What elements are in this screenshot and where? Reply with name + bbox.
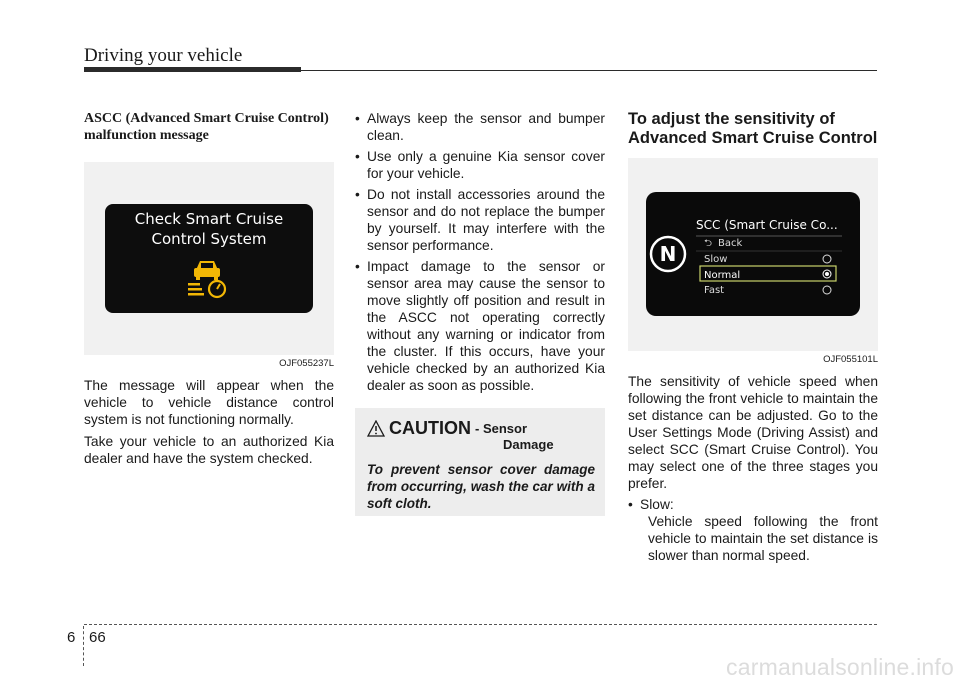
footer-separator (83, 626, 84, 666)
cluster-menu-image (628, 158, 878, 351)
page-number: 66 (89, 629, 106, 646)
malfunction-body (84, 377, 334, 467)
list-item: • Impact damage to the sensor or sensor area may cause the sensor to move slightly off position and result in the ASCC not operating correctly without any warning or indicator from the cluster. If this occurs, have your vehicle checked by an authorized Kia dealer as soon as possible. (355, 258, 605, 394)
caution-header (367, 418, 595, 453)
watermark: carmanualsonline.info (726, 654, 954, 680)
warning-triangle-icon (367, 420, 385, 437)
figure-code: OJF055101L (823, 354, 878, 365)
menu-back: Back (718, 238, 743, 249)
stage-description: Vehicle speed following the front vehicle to maintain the set distance is slower than normal speed. (648, 514, 878, 563)
sensitivity-heading-line2: Advanced Smart Cruise Control (628, 129, 878, 147)
left-column (84, 110, 334, 467)
list-item (628, 496, 878, 564)
header-bar (84, 67, 301, 72)
chapter-number: 6 (67, 629, 76, 646)
stage-label: Slow: (640, 497, 674, 512)
sensitivity-heading-line1: To adjust the sensitivity of (628, 110, 835, 128)
caution-subtitle (475, 421, 554, 453)
back-arrow-icon: ⮌ (704, 238, 713, 249)
sensitivity-body (628, 373, 878, 564)
caution-subtitle-2: Damage (503, 437, 554, 452)
paragraph: The message will appear when the vehicle to vehicle distance control system is not functioning normally. (84, 378, 334, 427)
page-header-title: Driving your vehicle (84, 45, 243, 66)
paragraph: Take your vehicle to an authorized Kia dealer and have the system checked. (84, 434, 334, 466)
screen-line-2: Control System (151, 230, 267, 248)
menu-title: SCC (Smart Cruise Co... (696, 218, 838, 232)
list-item: • Do not install accessories around the sensor and do not replace the bumper by yourself. It may interfere with the sensor performance. (355, 186, 605, 254)
malfunction-figure (84, 162, 334, 369)
stage-bullet-list (628, 496, 878, 564)
footer-rule (84, 624, 877, 625)
sensitivity-figure (628, 158, 878, 365)
drive-mode-letter: N (659, 242, 677, 266)
paragraph: The sensitivity of vehicle speed when following the front vehicle to maintain the set distance can be adjusted. Go to the User Settings Mode (Driving Assist) and select SCC (Smart Cruise Control). You may select one of the three stages you prefer. (628, 374, 878, 491)
list-item: • Always keep the sensor and bumper clean. (355, 110, 605, 144)
menu-option-normal: Normal (704, 270, 741, 281)
caution-text: To prevent sensor cover damage from occurring, wash the car with a soft cloth. (367, 462, 595, 511)
middle-column (355, 110, 605, 398)
menu-option-fast: Fast (704, 285, 725, 296)
sensitivity-heading (628, 110, 878, 148)
right-column (628, 110, 878, 568)
figure-code: OJF055237L (279, 358, 334, 369)
caution-subtitle-1: - Sensor (475, 421, 528, 436)
list-item: • Use only a genuine Kia sensor cover for your vehicle. (355, 148, 605, 182)
sensor-bullet-list (355, 110, 605, 394)
malfunction-heading: ASCC (Advanced Smart Cruise Control) malfunction message (84, 111, 329, 143)
caution-box (355, 408, 605, 516)
menu-option-slow: Slow (704, 254, 728, 265)
cluster-warning-image (84, 162, 334, 355)
header-rule (301, 70, 877, 71)
caution-label: CAUTION (389, 418, 471, 438)
screen-line-1: Check Smart Cruise (134, 210, 284, 228)
